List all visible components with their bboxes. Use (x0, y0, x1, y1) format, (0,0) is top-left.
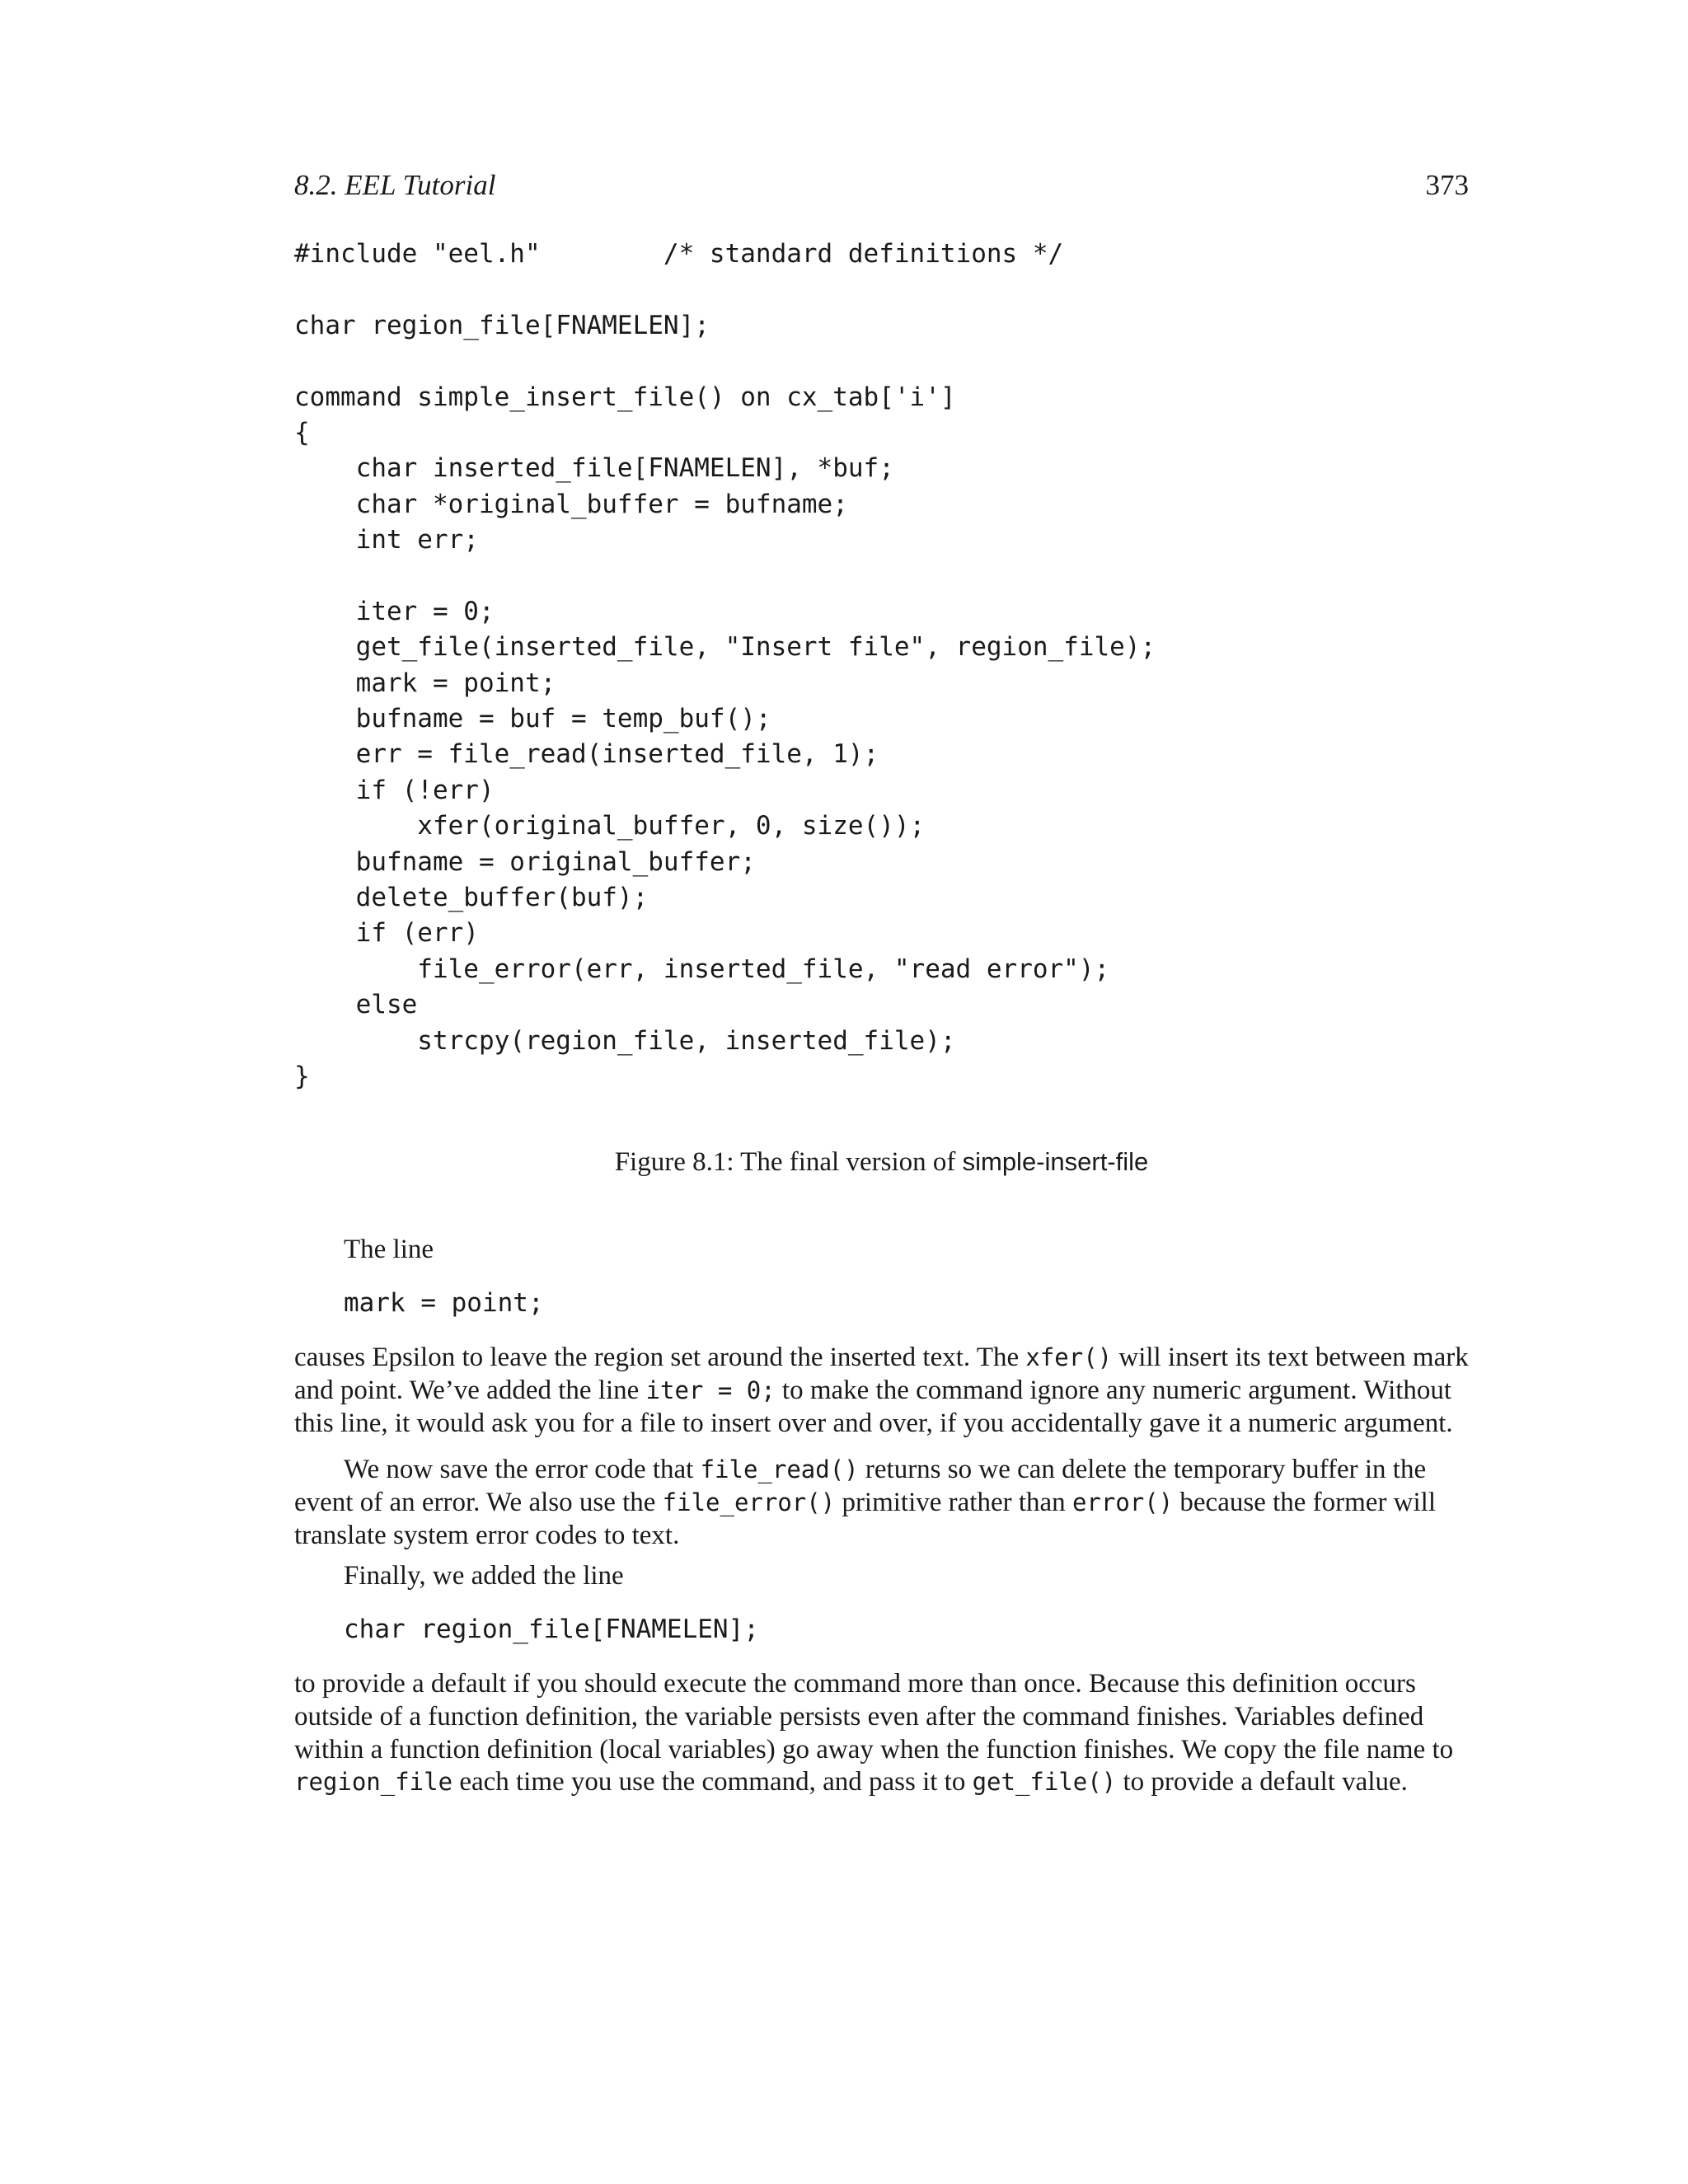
code-line: strcpy(region_file, inserted_file); (294, 1025, 956, 1056)
code-line: err = file_read(inserted_file, 1); (294, 739, 879, 770)
code-listing (294, 237, 1469, 1094)
figure-caption (294, 1147, 1469, 1178)
caption-text: Figure 8.1: The final version of (614, 1147, 963, 1177)
code-line (294, 344, 1469, 379)
code-line: iter = 0; (294, 596, 495, 626)
code-line: delete_buffer(buf); (294, 883, 649, 913)
paragraph-text: to provide a default value. (1116, 1767, 1408, 1797)
display-code-mark-point: mark = point; (344, 1288, 544, 1318)
paragraph-text: causes Epsilon to leave the region set around the inserted text. The (294, 1343, 1026, 1372)
code-line: else (294, 990, 418, 1020)
code-line: if (err) (294, 918, 479, 949)
code-line: get_file(inserted_file, "Insert file", region_file); (294, 632, 1156, 663)
paragraph-text: Finally, we added the line (344, 1561, 624, 1591)
document-page (294, 0, 1469, 2184)
code-line: char inserted_file[FNAMELEN], *buf; (294, 453, 894, 484)
paragraph-text: primitive rather than (835, 1487, 1072, 1517)
paragraph-the-line (294, 1234, 1469, 1267)
inline-code-region-file: region_file (294, 1768, 453, 1797)
code-line: command simple_insert_file() on cx_tab['i'] (294, 382, 956, 412)
code-line: #include "eel.h" /* standard definitions */ (294, 239, 1064, 269)
code-line: xfer(original_buffer, 0, size()); (294, 811, 926, 841)
paragraph-text: because the former will translate system error codes to text. (294, 1487, 1437, 1550)
code-line: char region_file[FNAMELEN]; (294, 310, 710, 340)
page-number: 373 (1425, 169, 1469, 201)
section-title: 8.2. EEL Tutorial (294, 169, 496, 201)
paragraph-text: will insert its text between mark and point. We’ve added the line (294, 1343, 1469, 1405)
code-line: char *original_buffer = bufname; (294, 489, 848, 519)
code-line: } (294, 1061, 310, 1091)
inline-code-iter: iter = 0; (645, 1376, 776, 1404)
code-line: { (294, 417, 310, 448)
paragraph-text: each time you use the command, and pass it to (452, 1767, 973, 1797)
running-header (294, 169, 1469, 210)
inline-code-error: error() (1071, 1488, 1174, 1516)
paragraph-default (294, 1668, 1469, 1799)
inline-code-file-read: file_read() (700, 1455, 859, 1483)
display-code-region-file: char region_file[FNAMELEN]; (344, 1615, 759, 1644)
inline-code-file-error: file_error() (662, 1488, 836, 1516)
code-line: file_error(err, inserted_file, "read error"); (294, 954, 1110, 984)
code-line: bufname = original_buffer; (294, 846, 756, 877)
paragraph-text: The line (344, 1235, 434, 1264)
code-line: bufname = buf = temp_buf(); (294, 704, 771, 734)
paragraph-text: returns so we can delete the temporary buffer in the event of an error. We also use the (294, 1455, 1427, 1517)
paragraph-text: We now save the error code that (344, 1455, 701, 1484)
code-line (294, 559, 1469, 594)
paragraph-finally (294, 1560, 1469, 1593)
code-line (294, 272, 1469, 307)
paragraph-text: to make the command ignore any numeric argument. Without this line, it would ask you for a file to insert over and over, if you accidentally gave it a numeric argument. (294, 1375, 1453, 1438)
paragraph-error-code (294, 1454, 1469, 1552)
caption-command-name: simple-insert-file (962, 1147, 1149, 1176)
paragraph-text: to provide a default if you should execute the command more than once. Because this definition occurs outside of a function definition, the variable persists even after the command finishes. Variables defined within a function definition (local variables) go away when the function finishes. We copy the file name to (294, 1669, 1454, 1765)
code-line: int err; (294, 525, 479, 555)
code-line: if (!err) (294, 775, 495, 805)
inline-code-xfer: xfer() (1025, 1343, 1113, 1371)
inline-code-get-file: get_file() (972, 1768, 1117, 1797)
code-line: mark = point; (294, 668, 556, 698)
paragraph-causes-epsilon (294, 1342, 1469, 1440)
